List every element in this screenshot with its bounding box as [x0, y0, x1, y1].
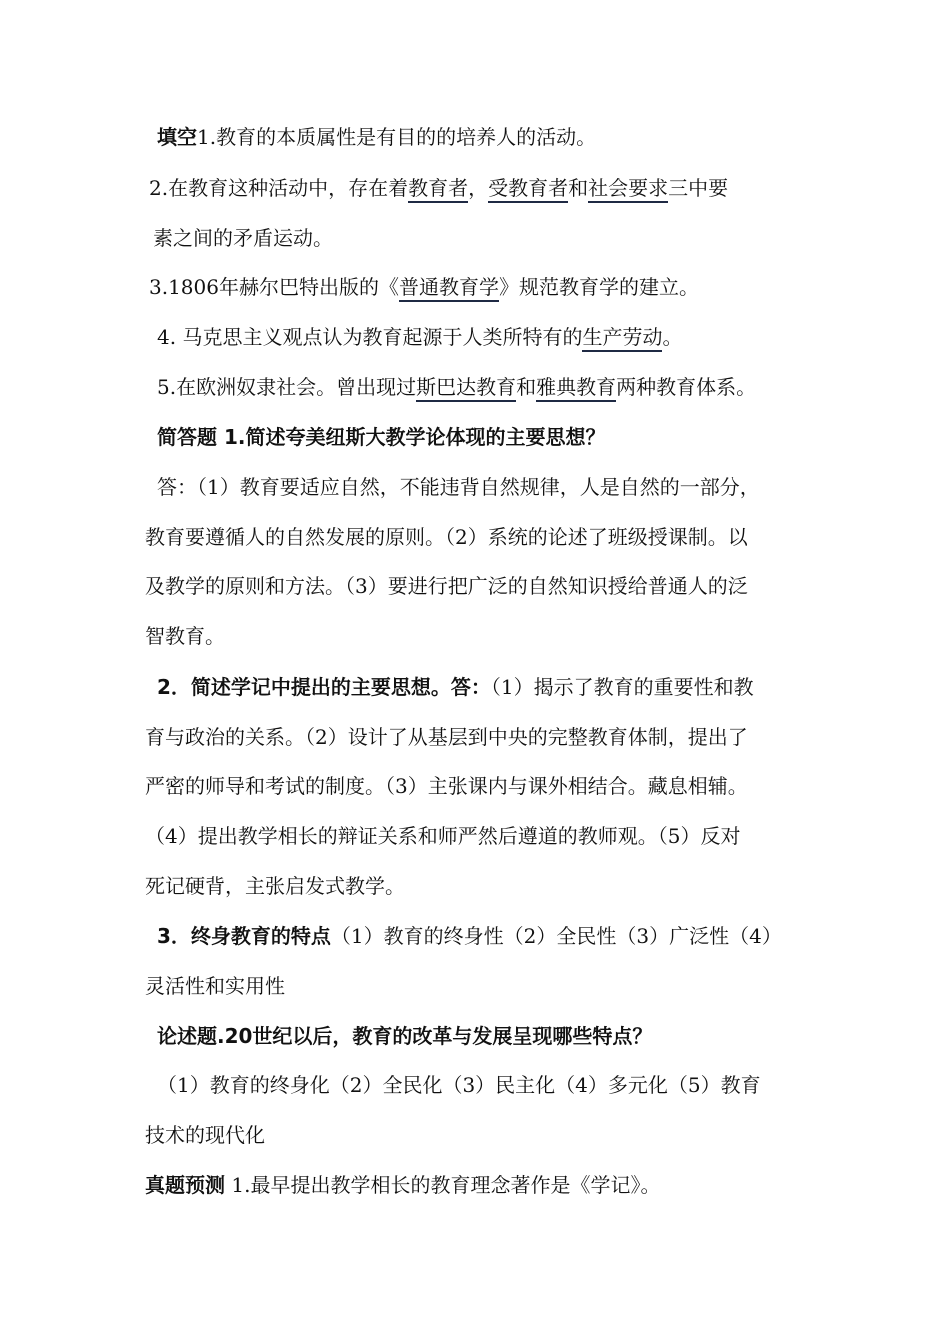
fill-blank-q3-line [149, 274, 699, 300]
q3-text-a: 3.1806年赫尔巴特出版的《 [149, 275, 399, 299]
q5-text-c: 和 [516, 375, 537, 399]
q2-text-e: 三中要 [668, 176, 729, 200]
short-answer-q2-text: （1）揭示了教育的重要性和教 [490, 675, 754, 699]
essay-answer-line1: （1）教育的终身化（2）全民化（3）民主化（4）多元化（5）教育 [157, 1073, 761, 1097]
q5-answer-sparta: 斯巴达教育 [416, 375, 516, 402]
q2-answer-social-requirement: 社会要求 [588, 176, 668, 203]
fill-blank-q5-line [157, 374, 756, 400]
answer2-line2: 严密的师导和考试的制度。（3）主张课内与课外相结合。藏息相辅。 [145, 774, 748, 798]
answer2-line1: 育与政治的关系。（2）设计了从基层到中央的完整教育体制，提出了 [145, 725, 748, 749]
q4-text-c: 。 [662, 325, 683, 349]
answer2-line4: 死记硬背，主张启发式教学。 [145, 874, 405, 898]
short-answer-q3-text: （1）教育的终身性（2）全民性（3）广泛性（4） [330, 924, 782, 948]
fill-blank-q2-line2: 素之间的矛盾运动。 [153, 226, 333, 250]
fill-blank-heading: 填空 [157, 125, 197, 149]
q5-answer-athens: 雅典教育 [536, 375, 616, 402]
q3-answer-book: 普通教育学 [399, 275, 499, 302]
answer1-line4: 智教育。 [145, 624, 225, 648]
answer1-line2: 教育要遵循人的自然发展的原则。（2）系统的论述了班级授课制。以 [145, 525, 748, 549]
prediction-heading: 真题预测 [145, 1173, 225, 1197]
fill-blank-q4-line [157, 324, 682, 350]
prediction-line [145, 1172, 660, 1198]
q2-text-d: 和 [568, 176, 589, 200]
short-answer-q2-line [157, 674, 754, 700]
fill-blank-q1-line [157, 124, 596, 150]
fill-blank-q2-line [149, 175, 728, 201]
q2-text-c: ， [468, 176, 489, 200]
short-answer-heading: 简答题 1.简述夸美纽斯大教学论体现的主要思想？ [157, 425, 606, 449]
q2-text-a: 2.在教育这种活动中，存在着 [149, 176, 409, 200]
essay-answer-line2: 技术的现代化 [145, 1123, 265, 1147]
q2-answer-educatee: 受教育者 [488, 176, 568, 203]
short-answer-q3-line [157, 923, 782, 949]
q4-answer-labor: 生产劳动 [582, 325, 662, 352]
short-answer-q2-heading: 2．简述学记中提出的主要思想。答： [157, 675, 491, 699]
fill-blank-q1: 1.教育的本质属性是有目的的培养人的活动。 [197, 125, 597, 149]
q3-text-c: 》规范教育学的建立。 [498, 275, 699, 299]
prediction-q1: 1.最早提出教学相长的教育理念著作是《学记》。 [225, 1173, 661, 1197]
answer2-line3: （4）提出教学相长的辩证关系和师严然后遵道的教师观。（5）反对 [145, 824, 741, 848]
answer1-line3: 及教学的原则和方法。（3）要进行把广泛的自然知识授给普通人的泛 [145, 574, 748, 598]
short-answer-q3-line2: 灵活性和实用性 [145, 974, 285, 998]
q5-text-a: 5.在欧洲奴隶社会。曾出现过 [157, 375, 417, 399]
q2-answer-educator: 教育者 [408, 176, 468, 203]
q4-text-a: 4. 马克思主义观点认为教育起源于人类所特有的 [157, 325, 583, 349]
q5-text-d: 两种教育体系。 [616, 375, 757, 399]
essay-heading: 论述题.20世纪以后，教育的改革与发展呈现哪些特点？ [157, 1024, 653, 1048]
short-answer-q3-heading: 3．终身教育的特点 [157, 924, 331, 948]
answer1-line1: 答：（1）教育要适应自然，不能违背自然规律，人是自然的一部分， [157, 475, 760, 499]
